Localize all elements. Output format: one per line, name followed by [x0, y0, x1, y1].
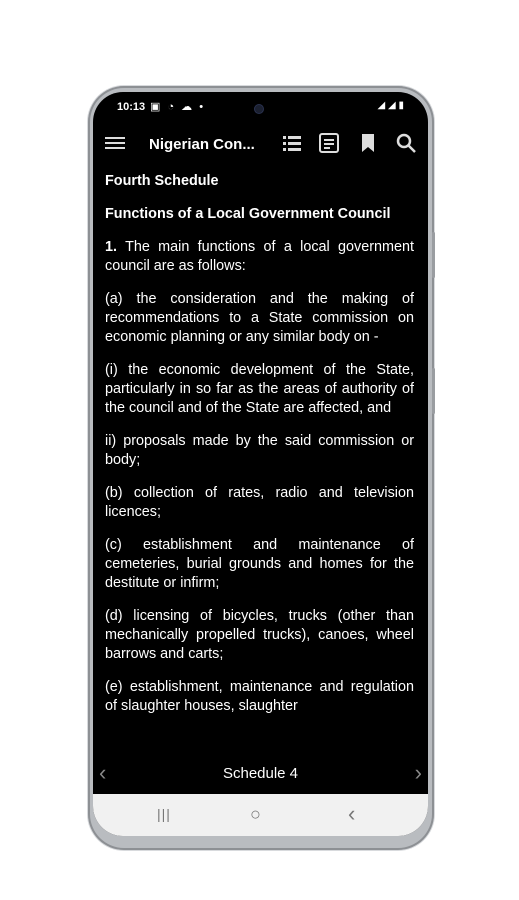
status-time: 10:13 — [117, 101, 146, 113]
back-button[interactable]: ‹ — [348, 801, 356, 826]
paragraph-ii: ii) proposals made by the said commission or body; — [105, 433, 414, 468]
schedule-heading: Fourth Schedule — [105, 173, 219, 189]
power-button — [432, 368, 435, 414]
document-content[interactable] — [105, 172, 414, 752]
volume-button — [432, 232, 435, 278]
paragraph-a: (a) the consideration and the making of recommendations to a State commission on economic planning or any similar body on - — [105, 291, 414, 345]
front-camera — [255, 105, 263, 113]
paragraph-i: (i) the economic development of the State, particularly in so far as the areas of authority of the council and of the State are affected, and — [105, 362, 414, 416]
app-bar — [93, 122, 428, 166]
paragraph-e: (e) establishment, maintenance and regulation of slaughter houses, slaughter — [105, 679, 414, 714]
paragraph-c: (c) establishment and maintenance of cemeteries, burial grounds and homes for the destitute or infirm; — [105, 537, 414, 591]
list-icon[interactable] — [281, 132, 303, 154]
app-title: Nigerian Con... — [149, 136, 255, 153]
system-navigation-bar — [93, 794, 428, 836]
menu-icon[interactable] — [105, 134, 125, 152]
status-notification-icons: ▣ ◔ ☁ • — [150, 101, 206, 113]
schedule-navigation — [93, 760, 428, 790]
next-schedule-button[interactable]: › — [414, 760, 422, 785]
signal-battery-icons: ◢ ◢ ▮ — [377, 100, 404, 111]
schedule-label: Schedule 4 — [222, 765, 299, 782]
paragraph-b: (b) collection of rates, radio and television licences; — [105, 485, 414, 520]
recents-button[interactable]: ||| — [157, 806, 171, 822]
paragraph-1-text: The main functions of a local government council are as follows: — [105, 239, 414, 274]
paragraph-1 — [105, 238, 414, 276]
search-icon[interactable] — [395, 132, 417, 154]
phone-screen — [93, 92, 428, 836]
notes-icon[interactable] — [318, 132, 340, 154]
home-button[interactable]: ○ — [250, 804, 261, 824]
section-heading: Functions of a Local Government Council — [105, 206, 391, 222]
bookmark-icon[interactable] — [357, 132, 379, 154]
previous-schedule-button[interactable]: ‹ — [99, 760, 107, 785]
paragraph-number: 1. — [105, 239, 118, 255]
paragraph-d: (d) licensing of bicycles, trucks (other than mechanically propelled trucks), canoes, wheel barrows and carts; — [105, 608, 414, 662]
status-bar — [93, 92, 428, 122]
